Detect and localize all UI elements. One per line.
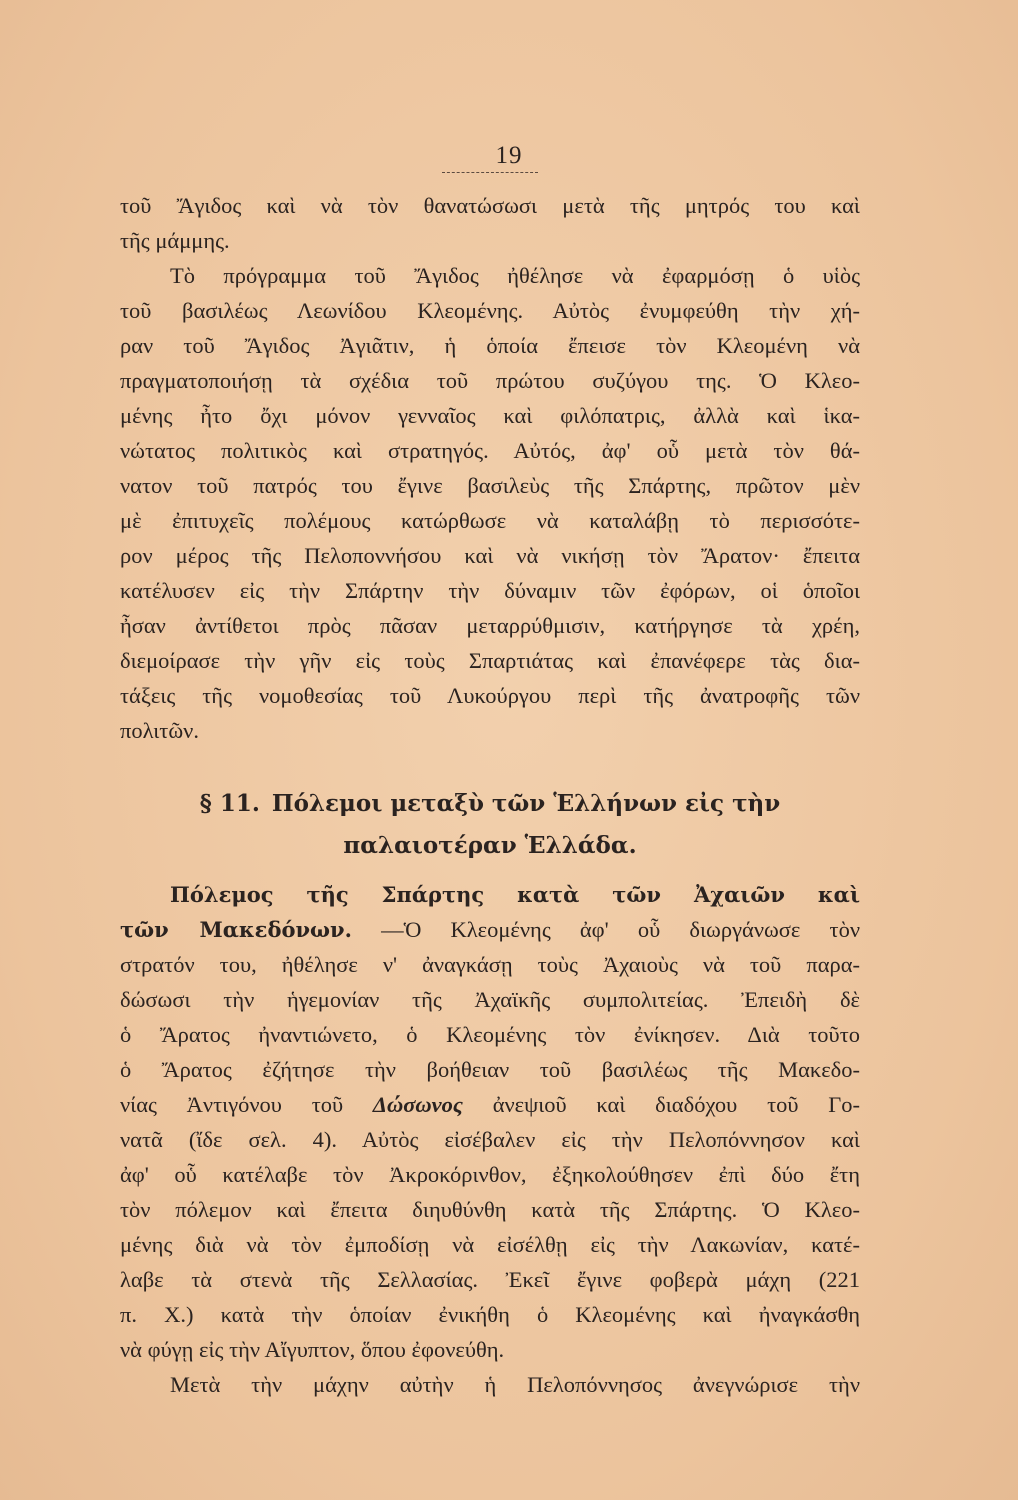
italic-name: Δώσωνος <box>372 1092 463 1117</box>
text-line: ὁ Ἄρατος ἐζήτησε τὴν βοήθειαν τοῦ βασιλέως τῆς Μακεδο- <box>120 1057 860 1082</box>
text-line: τοῦ βασιλέως Λεωνίδου Κλεομένης. Αὐτὸς ἐνυμφεύθη τὴν χή- <box>120 298 860 323</box>
text-line: τάξεις τῆς νομοθεσίας τοῦ Λυκούργου περὶ τῆς ἀνατροφῆς τῶν <box>120 683 860 708</box>
text-line: Τὸ πρόγραμμα τοῦ Ἄγιδος ἠθέλησε νὰ ἐφαρμόσῃ ὁ υἱὸς <box>170 263 860 288</box>
section-gap <box>120 748 860 783</box>
text-line: ραν τοῦ Ἄγιδος Ἀγιᾶτιν, ἡ ὁποία ἔπεισε τὸν Κλεομένη νὰ <box>120 333 860 358</box>
section-title-line-1: Πόλεμοι μεταξὺ τῶν Ἑλλήνων εἰς τὴν <box>271 790 781 817</box>
text-line: πραγματοποιήσῃ τὰ σχέδια τοῦ πρώτου συζύγου της. Ὁ Κλεο- <box>120 368 860 393</box>
text-line <box>120 1087 860 1122</box>
section-symbol: § <box>199 790 212 817</box>
text-line: διεμοίρασε τὴν γῆν εἰς τοὺς Σπαρτιάτας καὶ ἐπανέφερε τὰς δια- <box>120 648 860 673</box>
text-line: δώσωσι τὴν ἡγεμονίαν τῆς Ἀχαϊκῆς συμπολιτείας. Ἐπειδὴ δὲ <box>120 987 860 1012</box>
text-line: στρατόν του, ἠθέλησε ν' ἀναγκάσῃ τοὺς Ἀχαιοὺς νὰ τοῦ παρα- <box>120 952 860 977</box>
line-before-italic: νίας Ἀντιγόνου τοῦ <box>120 1092 344 1117</box>
text-line: νώτατος πολιτικὸς καὶ στρατηγός. Αὐτός, ἀφ' οὗ μετὰ τὸν θά- <box>120 438 860 463</box>
text-line: λαβε τὰ στενὰ τῆς Σελλασίας. Ἐκεῖ ἔγινε φοβερὰ μάχη (221 <box>120 1267 860 1292</box>
text-line: μὲ ἐπιτυχεῖς πολέμους κατώρθωσε νὰ καταλάβῃ τὸ περισσότε- <box>120 508 860 533</box>
page-number: 19 <box>495 142 523 169</box>
text-line: μένης ἦτο ὄχι μόνον γενναῖος καὶ φιλόπατρις, ἀλλὰ καὶ ἱκα- <box>120 403 860 428</box>
text-line: μένης διὰ νὰ τὸν ἐμποδίσῃ νὰ εἰσέλθῃ εἰς τὴν Λακωνίαν, κατέ- <box>120 1232 860 1257</box>
text-line: Μετὰ τὴν μάχην αὐτὴν ἡ Πελοπόννησος ἀνεγνώρισε τὴν <box>170 1372 860 1397</box>
text-line: ρον μέρος τῆς Πελοποννήσου καὶ νὰ νικήσῃ τὸν Ἄρατον· ἔπειτα <box>120 543 860 568</box>
text-line: ἀφ' οὗ κατέλαβε τὸν Ἀκροκόρινθον, ἐξηκολούθησεν ἐπὶ δύο ἔτη <box>120 1162 860 1187</box>
subsection-title-line <box>120 877 860 912</box>
text-line: νατᾶ (ἴδε σελ. 4). Αὐτὸς εἰσέβαλεν εἰς τὴν Πελοπόννησον καὶ <box>120 1127 860 1152</box>
section-title-line-2: παλαιοτέραν Ἑλλάδα. <box>343 832 637 859</box>
text-line: ἦσαν ἀντίθετοι πρὸς πᾶσαν μεταρρύθμισιν, κατήργησε τὰ χρέη, <box>120 613 860 638</box>
subsection-title-2: τῶν Μακεδόνων. <box>120 917 352 942</box>
section-number: 11. <box>219 790 260 817</box>
text-line: τὸν πόλεμον καὶ ἔπειτα διηυθύνθη κατὰ τῆς Σπάρτης. Ὁ Κλεο- <box>120 1197 860 1222</box>
section-heading-cont <box>120 825 860 867</box>
subsection-title-1: Πόλεμος τῆς Σπάρτης κατὰ τῶν Ἀχαιῶν καὶ <box>170 882 860 907</box>
page-number-rule <box>442 172 538 173</box>
text-line: π. Χ.) κατὰ τὴν ὁποίαν ἐνικήθη ὁ Κλεομένης καὶ ἠναγκάσθη <box>120 1302 860 1327</box>
text-line: νατον τοῦ πατρός του ἔγινε βασιλεὺς τῆς Σπάρτης, πρῶτον μὲν <box>120 473 860 498</box>
text-line: τοῦ Ἄγιδος καὶ νὰ τὸν θανατώσωσι μετὰ τῆς μητρός του καὶ <box>120 193 860 218</box>
subsection-line-rest: —Ὁ Κλεομένης ἀφ' οὗ διωργάνωσε τὸν <box>381 917 860 942</box>
text-line: τῆς μάμμης. <box>120 228 230 253</box>
text-line: ὁ Ἄρατος ἠναντιώνετο, ὁ Κλεομένης τὸν ἐνίκησεν. Διὰ τοῦτο <box>120 1022 860 1047</box>
text-line <box>120 912 860 947</box>
text-line: νὰ φύγῃ εἰς τὴν Αἴγυπτον, ὅπου ἐφονεύθη. <box>120 1337 505 1362</box>
body-text <box>120 188 860 1402</box>
section-heading <box>120 783 860 825</box>
line-after-italic: ἀνεψιοῦ καὶ διαδόχου τοῦ Γο- <box>492 1092 860 1117</box>
text-line: πολιτῶν. <box>120 718 199 743</box>
text-line: κατέλυσεν εἰς τὴν Σπάρτην τὴν δύναμιν τῶν ἐφόρων, οἱ ὁποῖοι <box>120 578 860 603</box>
